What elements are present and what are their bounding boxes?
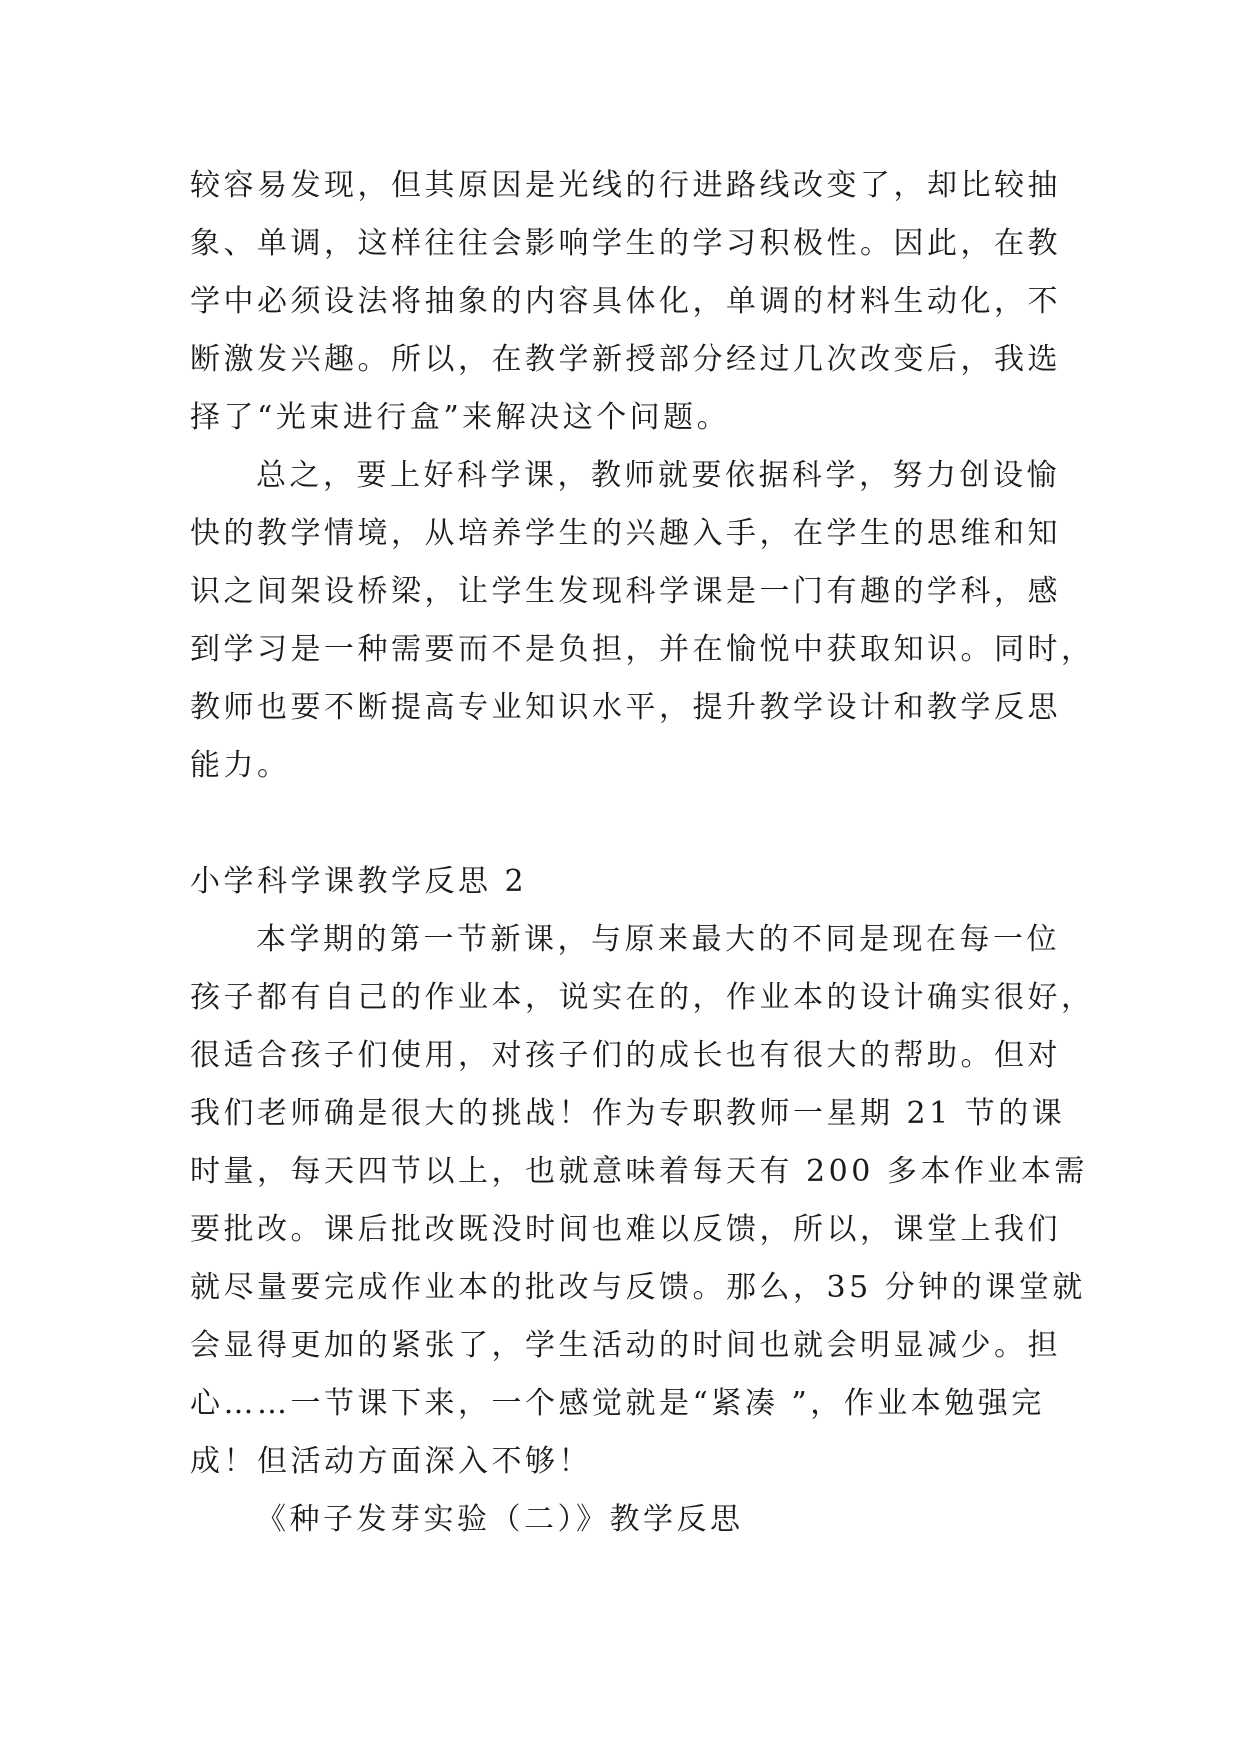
- paragraph-line: 断激发兴趣。所以，在教学新授部分经过几次改变后，我选: [190, 342, 1061, 377]
- paragraph-line: 快的教学情境，从培养学生的兴趣入手，在学生的思维和知: [190, 516, 1061, 551]
- paragraph-line: 很适合孩子们使用，对孩子们的成长也有很大的帮助。但对: [190, 1038, 1061, 1073]
- paragraph-line: 识之间架设桥梁，让学生发现科学课是一门有趣的学科，感: [190, 574, 1061, 609]
- paragraph-line: 到学习是一种需要而不是负担，并在愉悦中获取知识。同时，: [190, 632, 1095, 667]
- paragraph-line: 孩子都有自己的作业本，说实在的，作业本的设计确实很好，: [190, 980, 1095, 1015]
- paragraph-line: 要批改。课后批改既没时间也难以反馈，所以，课堂上我们: [190, 1212, 1061, 1247]
- subsection-title: 《种子发芽实验（二）》教学反思: [256, 1502, 744, 1537]
- paragraph-line: 象、单调，这样往往会影响学生的学习积极性。因此，在教: [190, 226, 1061, 261]
- paragraph-line: 本学期的第一节新课，与原来最大的不同是现在每一位: [256, 922, 1060, 957]
- paragraph-line: 就尽量要完成作业本的批改与反馈。那么，35 分钟的课堂就: [190, 1270, 1086, 1305]
- paragraph-line: 择了“光束进行盒”来解决这个问题。: [190, 400, 731, 435]
- paragraph-line: 时量，每天四节以上，也就意味着每天有 200 多本作业本需: [190, 1154, 1088, 1189]
- paragraph-line: 我们老师确是很大的挑战！作为专职教师一星期 21 节的课: [190, 1096, 1066, 1131]
- paragraph-line: 教师也要不断提高专业知识水平，提升教学设计和教学反思: [190, 690, 1061, 725]
- paragraph-line: 成！但活动方面深入不够！: [190, 1444, 592, 1479]
- paragraph-line: 能力。: [190, 748, 291, 783]
- section-title: 小学科学课教学反思 2: [190, 864, 528, 899]
- paragraph-line: 较容易发现，但其原因是光线的行进路线改变了，却比较抽: [190, 168, 1061, 203]
- paragraph-line: 会显得更加的紧张了，学生活动的时间也就会明显减少。担: [190, 1328, 1061, 1363]
- paragraph-line: 学中必须设法将抽象的内容具体化，单调的材料生动化，不: [190, 284, 1061, 319]
- paragraph-line: 总之，要上好科学课，教师就要依据科学，努力创设愉: [256, 458, 1060, 493]
- paragraph-line: 心……一节课下来，一个感觉就是“紧凑 ”，作业本勉强完: [190, 1386, 1045, 1421]
